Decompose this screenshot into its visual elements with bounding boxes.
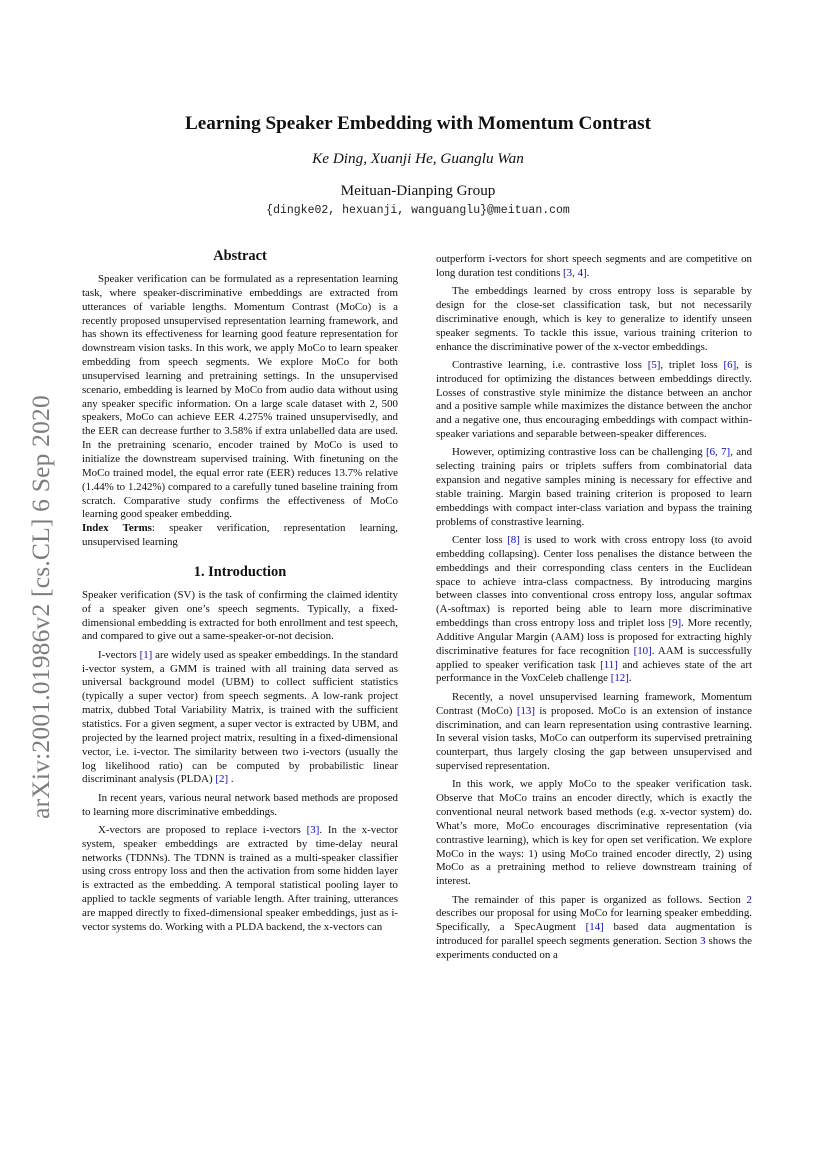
text-run: and achieves state of the art performance in the VoxCeleb challenge (436, 658, 752, 685)
text-run: The remainder of this paper is organized as follows. Section (452, 893, 747, 906)
affiliation: Meituan-Dianping Group (340, 182, 496, 199)
text-run: Center loss (452, 534, 508, 547)
text-run: based data augmentation is introduced for parallel speech segments generation. Section (436, 921, 752, 948)
paper-title: Learning Speaker Embedding with Momentum Contrast (184, 113, 652, 134)
abstract-heading: Abstract (213, 248, 267, 264)
citation-link[interactable]: [5] (647, 358, 661, 371)
text-run: . (628, 672, 632, 685)
body-paragraph: The embeddings learned by cross entropy loss is separable by design for the close-set classification task, but not necessarily discriminative enough, which is key to generalize to identify unseen speaker segments. To tackle this issue, various training criterion to enhance the discriminative power of the x-vector embeddings. (436, 285, 752, 353)
text-run: is used to work with cross entropy loss (to avoid embedding collapsing). Center loss penalises the distance between the embeddings and their corresponding class centers in the Euclidean space to achieve intra-class compactness. By introducing margins between classes into conventional cross entropy loss, angular softmax (A-softmax) is reported being able to learn more discriminative embeddings than cross entropy loss and triplet loss (436, 534, 752, 630)
index-terms-text: : speaker verification, representation learning, unsupervised learning (82, 522, 398, 549)
arxiv-identifier-stamp (18, 372, 64, 842)
citation-link[interactable]: [10] (633, 644, 652, 657)
author-list: Ke Ding, Xuanji He, Guanglu Wan (312, 150, 524, 167)
body-paragraph (436, 359, 752, 442)
citation-link[interactable]: [11] (600, 658, 618, 671)
body-paragraph (436, 446, 752, 529)
citation-link[interactable]: [8] (507, 534, 520, 547)
text-run: . More recently, Additive Angular Margin (AAM) loss is proposed for extracting highly discriminative features for face recognition (436, 617, 752, 657)
text-run: X-vectors are proposed to replace i-vectors (98, 823, 307, 836)
body-paragraph (436, 894, 752, 963)
text-run: is proposed. MoCo is an extension of instance discrimination, and can learn representation using contrastive learning. In several vision tasks, MoCo can outperform its supervised pretraining counterpart, thus largely closing the gap between unsupervised and supervised representation. (436, 704, 752, 773)
text-run: , and selecting training pairs or triplets suffers from combinatorial data expansion and negative samples mining is necessary for effective and stable training. Margin based training criterion is proposed to learn embeddings with compact inter-class variation and bypass the training problems of constrastive learning. (436, 446, 753, 528)
citation-link[interactable]: [13] (516, 704, 535, 717)
citation-link[interactable]: [3, 4] (563, 266, 587, 279)
index-terms-label: Index Terms (82, 522, 152, 535)
text-run: , is introduced for optimizing the distances between embeddings directly. Losses of constrastive style minimize the distance between an anchor and a positive sample while maximizes the distance between the anchor and a negative one, thus encouraging embeddings with compact within-speaker variations and separable between-speaker differences. (436, 358, 752, 441)
intro-paragraph: Speaker verification (SV) is the task of confirming the claimed identity of a speaker given one’s speech segments. Typically, a fixed-dimensional embedding is extracted for both enrollment and test speech, and compared to give out a same-speaker-or-not decision. (82, 588, 398, 643)
body-paragraph (436, 534, 752, 686)
arxiv-id-text: arXiv:2001.01986v2 [cs.CL] 6 Sep 2020 (26, 395, 56, 819)
text-run: However, optimizing contrastive loss can be challenging (452, 446, 706, 459)
section-link[interactable]: 3 (700, 935, 706, 948)
citation-link[interactable]: [1] (139, 648, 153, 661)
citation-link[interactable]: [12] (610, 672, 629, 685)
abstract-text: Speaker verification can be formulated as a representation learning task, where speaker-discriminative embeddings are extracted from utterances of variable lengths. Momentum Contrast (MoCo) is a recently proposed unsupervised representation learning framework, and has shown its effectiveness for learning good feature representation for downstream vision tasks. In this work, we apply MoCo to learn speaker embedding from speech segments. We explore MoCo for both unsupervised learning and pretraining settings. In the unsupervised scenario, embedding is learned by MoCo from audio data without using any speaker specific information. On a large scale dataset with 2, 500 speakers, MoCo can achieve EER 4.275% trained unsupervisedly, and the EER can decrease further to 3.58% if extra unlabelled data are used. In the pretraining scenario, encoder trained by MoCo is used to initialize the downstream supervised training. With finetuning on the MoCo trained model, the equal error rate (EER) reduces 13.7% relative (1.44% to 1.242%) compared to a carefully tuned baseline training from scratch. Comparative study confirms the effectiveness of MoCo learning good speaker embedding. (82, 273, 398, 521)
text-run: I-vectors (98, 648, 140, 661)
index-terms (82, 522, 398, 550)
text-run: Recently, a novel unsupervised learning framework, Momentum Contrast (MoCo) (436, 690, 752, 717)
paper-header (81, 113, 755, 217)
text-run: Contrastive learning, i.e. contrastive loss (452, 358, 648, 371)
text-run: . (228, 773, 234, 786)
body-paragraph (436, 691, 752, 774)
citation-link[interactable]: [6, 7] (705, 446, 731, 459)
text-run: . (586, 266, 590, 279)
text-run: . In the x-vector system, speaker embeddings are extracted by time-delay neural networks (TDNNs). The TDNN is trained as a multi-speaker classifier using cross entropy loss and then the activation from some hidden layer is extracted as the embedding. A temporal statistical pooling layer to applied to tackle segments of variable length. After training, utterances are mapped directly to fixed-dimensional speaker embeddings, just as i-vector systems do. Working with a PLDA backend, the x-vectors can (82, 823, 398, 933)
citation-link[interactable]: [2] (215, 773, 229, 786)
citation-link[interactable]: [6] (723, 358, 737, 371)
intro-paragraph (82, 649, 398, 787)
intro-paragraph: In recent years, various neural network based methods are proposed to learning more discriminative embeddings. (82, 791, 398, 818)
section-link[interactable]: 2 (746, 893, 752, 906)
left-column (82, 248, 398, 935)
author-emails: {dingke02, hexuanji, wanguanglu}@meituan.com (266, 204, 570, 217)
text-run: outperform i-vectors for short speech segments and are competitive on long duration test conditions (436, 253, 752, 279)
citation-link[interactable]: [3] (306, 823, 320, 836)
introduction-heading: 1. Introduction (193, 563, 287, 580)
text-run: are widely used as speaker embeddings. In the standard i-vector system, a GMM is trained with all training data served as universal background model (UBM) to collect sufficient statistics (typically a super vector) from speech segments. A low-rank project matrix, dubbed Total Variability Matrix, is trained with the sufficient statistics. For a given segment, a super vector is extracted by UBM, and projected by the learned project matrix, resulting in a fixed-dimensional vector, i.e. i-vector. The similarity between two i-vectors (usually the log likelihood ratio) can be computed by probabilistic linear discriminant analysis (PLDA) (82, 648, 398, 786)
body-paragraph: In this work, we apply MoCo to the speaker verification task. Observe that MoCo trains an encoder directly, which is exactly the conventional neural network based methods (e.g. x-vector system) do. What’s more, MoCo encourages discriminative representation (via contrastive learning), which is key for open set verification. We explore MoCo in the ways: 1) using MoCo trained encoder directly, 2) using MoCo as a pretraining method to relieve downstream training of interest. (436, 778, 752, 888)
citation-link[interactable]: [14] (585, 921, 604, 934)
text-run: describes our proposal for using MoCo for learning speaker embedding. Specifically, a SpecAugment (436, 907, 752, 934)
text-run: shows the experiments conducted on a (436, 935, 753, 961)
citation-link[interactable]: [9] (668, 617, 682, 630)
text-run: . AAM is successfully applied to speaker verification task (436, 644, 752, 671)
body-paragraph (436, 253, 752, 281)
text-run: , triplet loss (660, 358, 724, 371)
intro-paragraph (82, 824, 398, 935)
right-column (436, 253, 752, 963)
